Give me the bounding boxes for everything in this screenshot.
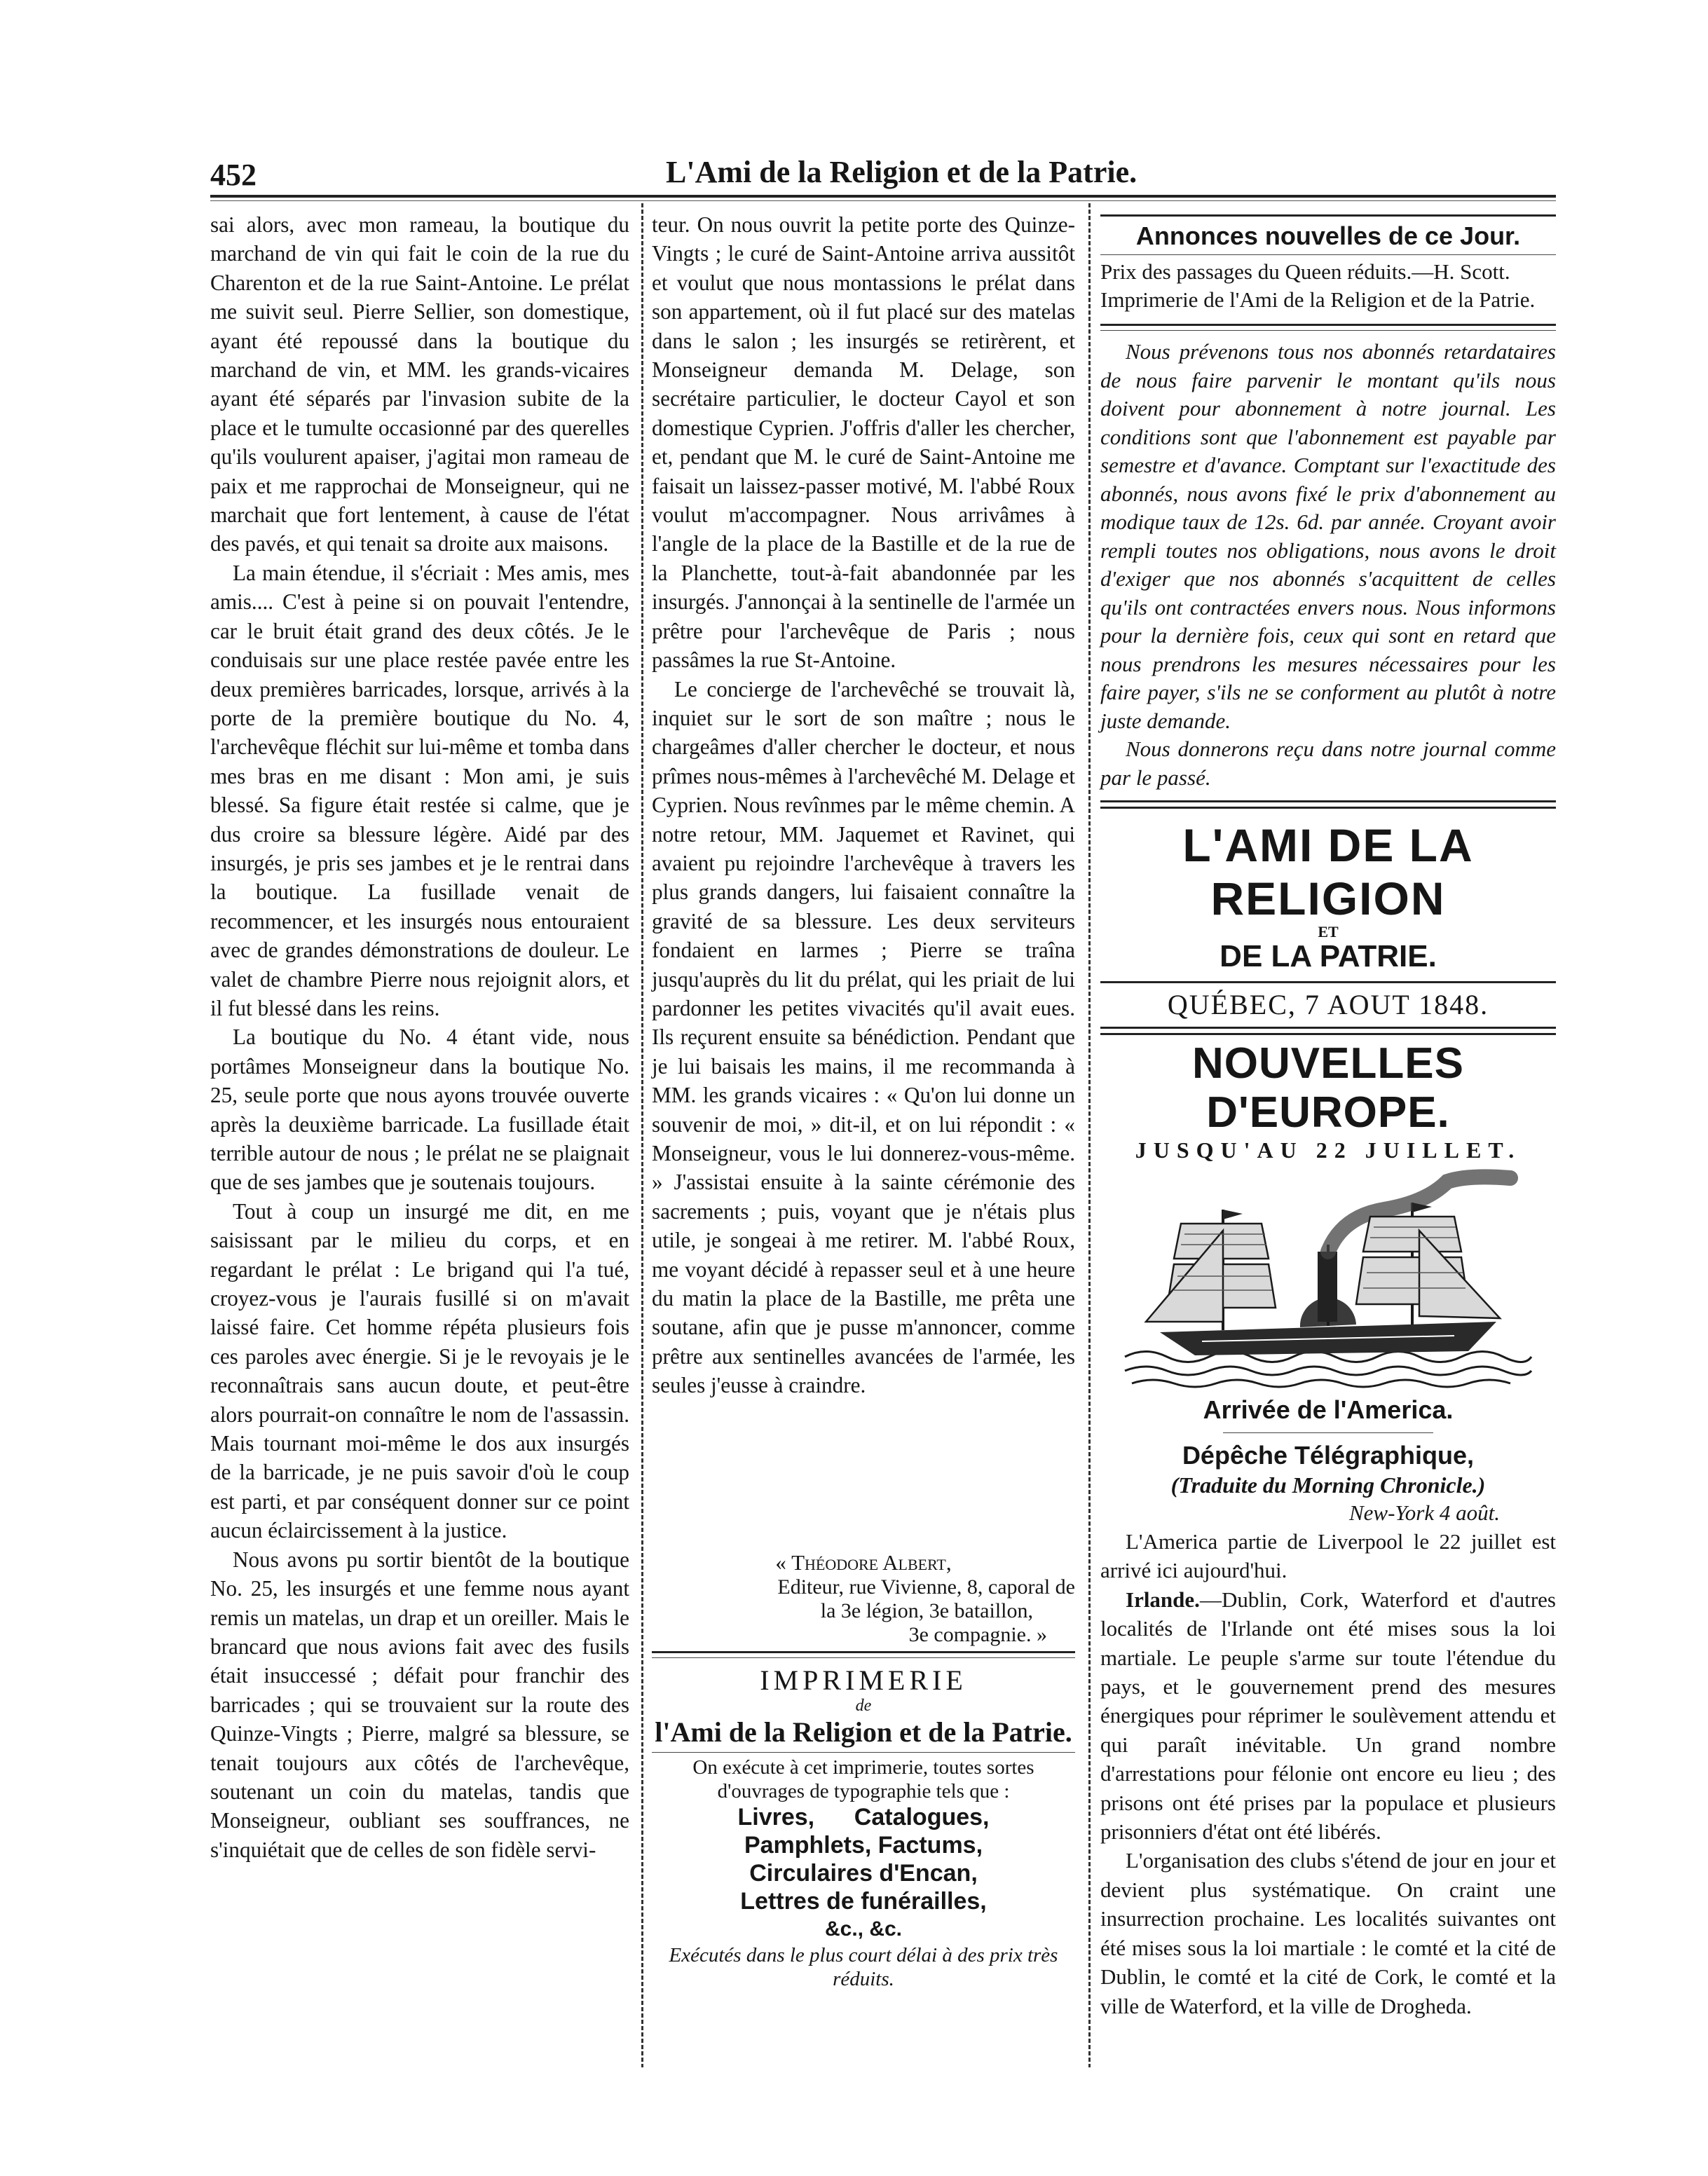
column-rule-1 [641,203,643,2067]
imprimerie-items-5: &c., &c. [824,1917,903,1941]
divider [1100,1033,1556,1035]
arrivee-headline: Arrivée de l'America. [1203,1395,1454,1424]
depeche-headline: Dépêche Télégraphique, [1182,1441,1475,1470]
steamship-illustration [1118,1168,1538,1392]
subscription-notice-2: Nous donnerons reçu dans notre journal comme par le passé. [1100,737,1556,790]
column-1 [210,210,629,1864]
masthead-et: ET [1318,923,1339,940]
imprimerie-name: l'Ami de la Religion et de la Patrie. [655,1716,1072,1748]
irlande-lead: Irlande. [1126,1587,1200,1612]
imprimerie-title: IMPRIMERIE [760,1664,967,1696]
annonce-2: Imprimerie de l'Ami de la Religion et de la Patrie. [1100,287,1536,312]
column-2 [652,210,1075,1400]
signature-line-2: la 3e légion, 3e bataillon, [820,1599,1033,1622]
divider [1100,1027,1556,1029]
masthead-title: L'AMI DE LA RELIGION [1182,819,1474,924]
column-3 [1100,210,1556,2020]
imprimerie-items-3: Circulaires d'Encan, [749,1860,978,1887]
irlande-paragraph [1100,1585,1556,1847]
divider [652,1651,1075,1653]
col1-paragraph-3: La boutique du No. 4 étant vide, nous portâmes Monseigneur dans la boutique No. 25, seule porte que nous ayons trouvée ouverte après la deuxième barricade. La fusillade était terrible autour de nous ; le prélat ne se plaignait que de ses jambes que je soutenais toujours. [210,1025,629,1195]
intro-paragraph: L'America partie de Liverpool le 22 juillet est arrivé ici aujourd'hui. [1100,1529,1556,1583]
col1-paragraph-1: sai alors, avec mon rameau, la boutique du marchand de vin qui fait le coin de la rue du Charenton et de la rue Saint-Antoine. Le prélat me suivit seul. Pierre Sellier, son domestique, ayant été repoussé dans la boutique du marchand de vin, et MM. les grands-vicaires ayant été séparés par l'invasion subite de la place et le tumulte occasionné par des querelles qu'ils voulurent apaiser, j'agitai mon rameau de paix et me rapprochai de Monseigneur, qui ne marchait que fort lentement, à cause de l'état des pavés, et qui tenait sa droite aux maisons. [210,212,629,556]
divider [1100,214,1556,217]
imprimerie-footer: Exécutés dans le plus court délai à des prix très réduits. [669,1944,1058,1990]
divider-short [1223,1432,1433,1433]
divider-thin [652,1752,1075,1753]
column-2-footer [652,1550,1075,1991]
col1-paragraph-2: La main étendue, il s'écriait : Mes amis, mes amis.... C'est à peine si on pouvait l'entendre, car le bruit était grand des deux côtés. Je le conduisais sur une place restée pavée entre les deux premières barricades, lorsque, arrivés à la porte de la première boutique du No. 4, l'archevêque fléchit sur lui-même et tomba dans mes bras en me disant : Mon ami, je suis blessé. Sa figure était restée si calme, que je dus croire sa blessure légère. Aidé par des insurgés, je pris ses jambes et je le rentrai dans la boutique. La fusillade venait de recommencer, et les insurgés nous entouraient avec de grandes démonstrations de douleur. Le valet de chambre Pierre nous rejoignit alors, et il fut blessé dans les reins. [210,560,629,1020]
divider-thin [1100,330,1556,331]
masthead-subtitle: DE LA PATRIE. [1219,939,1437,973]
signature-line-1: Editeur, rue Vivienne, 8, caporal de [777,1575,1075,1599]
divider [1100,807,1556,809]
dateline: QUÉBEC, 7 AOUT 1848. [1167,989,1489,1020]
signature-name: « Théodore Albert, [775,1550,952,1575]
divider [1100,800,1556,802]
divider [1100,324,1556,326]
dateline-new-york: New-York 4 août. [1348,1500,1500,1525]
divider-thin [1100,254,1556,255]
traduite-line: (Traduite du Morning Chronicle.) [1170,1472,1486,1498]
running-head: L'Ami de la Religion et de la Patrie. [666,155,1137,189]
divider-thin [652,1657,1075,1658]
divider [1100,981,1556,983]
imprimerie-items-2: Pamphlets, Factums, [744,1832,983,1859]
nouvelles-headline: NOUVELLES D'EUROPE. [1192,1039,1464,1137]
annonce-1: Prix des passages du Queen réduits.—H. Scott. [1100,259,1510,284]
imprimerie-items-1: Livres, Catalogues, [737,1804,990,1831]
subscription-notice: Nous prévenons tous nos abonnés retardataires de nous faire parvenir le montant qu'ils nous doivent pour abonnement à notre journal. Les conditions sont que l'abonnement est payable par semestre et d'avance. Comptant sur l'exactitude des abonnés, nous avons fixé le prix d'abonnement au modique taux de 12s. 6d. par année. Croyant avoir rempli toutes nos obligations, nous avons le droit d'exiger que nos abonnés s'acquittent de celles qu'ils ont contractées envers nous. Nous informons pour la dernière fois, ceux qui sont en retard que nous prendrons les mesures nécessaires pour les faire payer, s'ils ne se conforment au plutôt à notre juste demande. [1100,339,1556,733]
col1-paragraph-4: Tout à coup un insurgé me dit, en me saisissant par le milieu du corps, et en regardant le prélat : Le brigand qui l'a tué, croyez-vous je l'aurais fusillé si on m'avait laissé faire. Cet homme répéta plusieurs fois ces paroles avec énergie. Si je le revoyais je le reconnaîtrais sans aucun doute, et peut-être alors pourrait-on connaître le nom de l'assassin. Mais tournant moi-même le dos aux insurgés de la barricade, je ne puis savoir d'où le coup est parti, et par conséquent donner sur ce point aucun éclaircissement à la justice. [210,1198,629,1543]
irlande-body: —Dublin, Cork, Waterford et d'autres localités de l'Irlande ont été mises sous la loi martiale. Le peuple s'arme sur toute l'étendue du pays, et le gouvernement prend des mesures énergiques pour réprimer le soulèvement attendu et qui paraît inévitable. Un grand nombre d'arrestations pour félonie ont encore eu lieu ; des prisons ont été prises par la populace et plusieurs prisonniers d'état ont été libérés. [1100,1587,1556,1845]
imprimerie-items-4: Lettres de funérailles, [740,1888,987,1915]
col2-paragraph-2: Le concierge de l'archevêché se trouvait là, inquiet sur le sort de son maître ; nous le chargeâmes d'aller chercher le docteur, et nous prîmes nous-mêmes à l'archevêché M. Delage et Cyprien. Nous revînmes par le même chemin. A notre retour, MM. Jaquemet et Ravinet, qui avaient pu rejoindre l'archevêque à travers les plus grands dangers, lui faisaient connaître la gravité de sa blessure. Les deux serviteurs fondaient en larmes ; Pierre se traîna jusqu'auprès du lit du prélat, qui les priait de lui pardonner les petites vivacités qu'il avait eues. Ils reçurent ensuite sa bénédiction. Pendant que je lui baisais les mains, il me recommanda à MM. les grands vicaires : « Qu'on lui donne un souvenir de moi, » dit-il, et on lui répondit : « Monseigneur, vous le lui donnerez-vous-même. » J'assistai ensuite à la sainte cérémonie des sacrements ; puis, voyant que je n'étais plus utile, je songeai à me retirer. M. l'abbé Roux, me voyant décidé à repasser seul et à une heure du matin la place de la Bastille, me prêta une soutane, afin que je pusse m'annoncer, comme prêtre aux sentinelles avancées de l'armée, les seules j'eusse à craindre. [652,676,1075,1398]
signature-line-3: 3e compagnie. » [908,1623,1047,1646]
page-number: 452 [210,158,257,192]
annonces-title: Annonces nouvelles de ce Jour. [1135,221,1521,250]
column-rule-2 [1088,203,1091,2067]
imprimerie-de: de [855,1697,872,1715]
header-rule [210,195,1556,198]
col1-paragraph-5: Nous avons pu sortir bientôt de la boutique No. 25, les insurgés et une femme nous ayant remis un matelas, un drap et un oreiller. Mais le brancard que nous avions fait avec des fusils était insuccessé ; défait pour franchir des barricades ; qui se trouvaient sur la route des Quinze-Vingts ; Pierre, malgré sa blessure, se tenait toujours aux côtés de l'archevêque, soutenant un coin du matelas, tandis que Monseigneur, oubliant ses souffrances, ne s'inquiétait que de celles de son fidèle servi- [210,1547,629,1862]
jusqu-au: JUSQU'AU 22 JUILLET. [1135,1137,1522,1163]
clubs-paragraph: L'organisation des clubs s'étend de jour en jour et devient plus systématique. On craint une insurrection prochaine. Les localités suivantes ont été mises sous la loi martiale : le comté et la cité de Dublin, le comté et la cité de Cork, le comté et la ville de Waterford, et la ville de Drogheda. [1100,1848,1556,2018]
col2-paragraph-1: teur. On nous ouvrit la petite porte des Quinze-Vingts ; le curé de Saint-Antoine arriva aussitôt et voulut que nous montassions le prélat dans son appartement, où il fut placé sur des matelas dans le salon ; les insurgés se retirèrent, et Monseigneur demanda M. Delage, son secrétaire particulier, le docteur Cayol et son domestique Cyprien. J'offris d'aller les chercher, et, pendant que M. le curé de Saint-Antoine me faisait un laissez-passer motivé, M. l'abbé Roux voulut m'accompagner. Nous arrivâmes à l'angle de la place de la Bastille et de la rue de la Planchette, tout-à-fait abandonnée par les insurgés. J'annonçai à la sentinelle de l'armée un prêtre pour l'archevêque de Paris ; nous passâmes la rue St-Antoine. [652,212,1075,673]
imprimerie-line-1: On exécute à cet imprimerie, toutes sortes [692,1756,1034,1779]
imprimerie-line-2: d'ouvrages de typographie tels que : [717,1780,1010,1802]
header-rule-thin [210,200,1556,201]
